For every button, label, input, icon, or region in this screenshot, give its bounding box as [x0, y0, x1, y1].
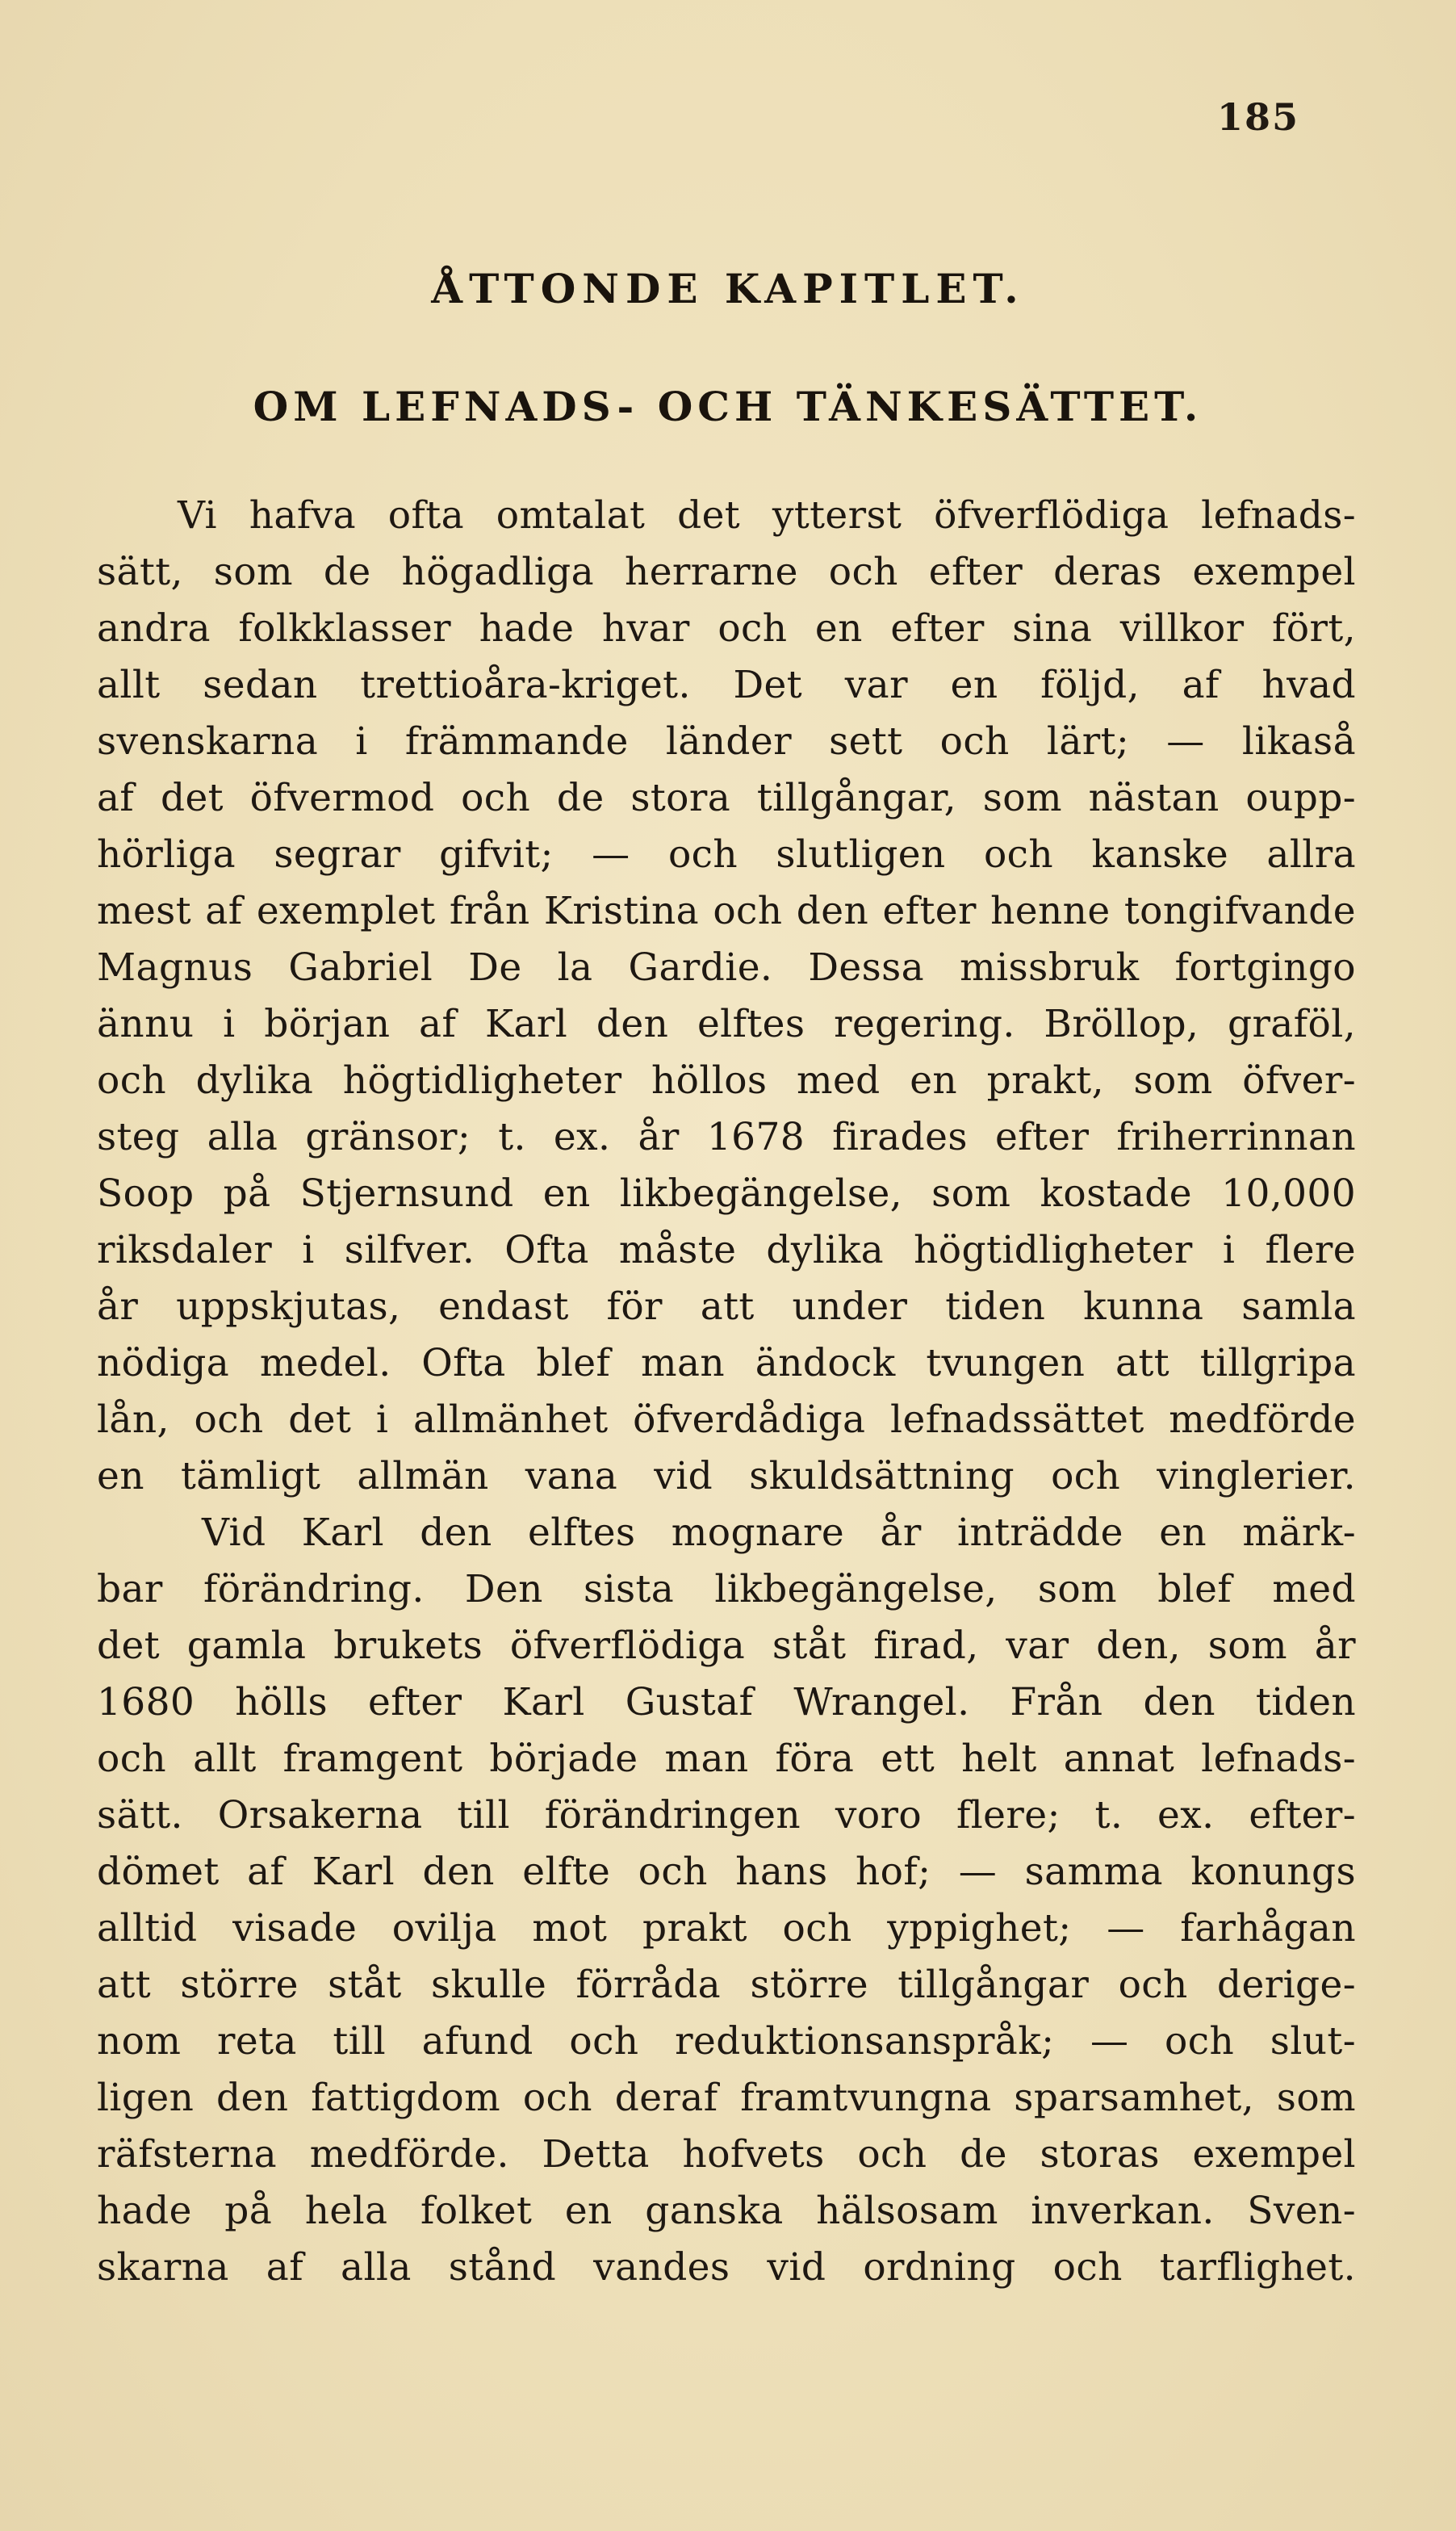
text-line: och allt framgent började man föra ett helt annat lefnads-	[97, 1737, 1356, 1781]
text-line: Vid Karl den elftes mognare år inträdde en märk-	[202, 1511, 1356, 1555]
text-line: dömet af Karl den elfte och hans hof; — samma konungs	[97, 1850, 1356, 1894]
text-line: räfsterna medförde. Detta hofvets och de storas exempel	[97, 2132, 1356, 2177]
text-line: lån, och det i allmänhet öfverdådiga lefnadssättet medförde	[97, 1397, 1356, 1442]
text-line: hörliga segrar gifvit; — och slutligen och kanske allra	[97, 832, 1356, 877]
text-line: alltid visade ovilja mot prakt och yppighet; — farhågan	[97, 1906, 1356, 1951]
text-line: mest af exemplet från Kristina och den efter henne tongifvande	[97, 889, 1356, 933]
text-line: Magnus Gabriel De la Gardie. Dessa missbruk fortgingo	[97, 945, 1356, 990]
text-line: nödiga medel. Ofta blef man ändock tvungen att tillgripa	[97, 1341, 1356, 1385]
page-number: 185	[1217, 95, 1300, 139]
text-line: det gamla brukets öfverflödiga ståt firad, var den, som år	[97, 1624, 1356, 1668]
chapter-title: ÅTTONDE KAPITLET.	[431, 265, 1025, 312]
text-line: riksdaler i silfver. Ofta måste dylika högtidligheter i flere	[97, 1228, 1356, 1272]
text-line: sätt. Orsakerna till förändringen voro flere; t. ex. efter-	[97, 1793, 1356, 1837]
text-line: svenskarna i främmande länder sett och lärt; — likaså	[97, 719, 1356, 764]
text-line: en tämligt allmän vana vid skuldsättning och vinglerier.	[97, 1454, 1356, 1498]
text-line: hade på hela folket en ganska hälsosam inverkan. Sven-	[97, 2189, 1356, 2233]
text-line: ännu i början af Karl den elftes regering. Bröllop, graföl,	[97, 1002, 1356, 1046]
text-line: Soop på Stjernsund en likbegängelse, som kostade 10,000	[97, 1171, 1356, 1216]
text-line: andra folkklasser hade hvar och en efter sina villkor fört,	[97, 606, 1356, 651]
text-line: skarna af alla stånd vandes vid ordning och tarflighet.	[97, 2245, 1356, 2290]
section-title: OM LEFNADS- OCH TÄNKESÄTTET.	[253, 383, 1203, 430]
text-line: af det öfvermod och de stora tillgångar, som nästan oupp-	[97, 776, 1356, 820]
text-line: ligen den fattigdom och deraf framtvungna sparsamhet, som	[97, 2076, 1356, 2120]
text-line: att större ståt skulle förråda större tillgångar och derige-	[97, 1963, 1356, 2007]
text-line: allt sedan trettioåra-kriget. Det var en följd, af hvad	[97, 663, 1356, 707]
text-line: och dylika högtidligheter höllos med en prakt, som öfver-	[97, 1058, 1356, 1103]
text-line: 1680 hölls efter Karl Gustaf Wrangel. Från den tiden	[97, 1680, 1356, 1724]
text-line: år uppskjutas, endast för att under tiden kunna samla	[97, 1284, 1356, 1329]
text-line: Vi hafva ofta omtalat det ytterst öfverflödiga lefnads-	[178, 493, 1356, 538]
text-line: sätt, som de högadliga herrarne och efter deras exempel	[97, 550, 1356, 594]
text-line: steg alla gränsor; t. ex. år 1678 firades efter friherrinnan	[97, 1115, 1356, 1159]
text-line: bar förändring. Den sista likbegängelse, som blef med	[97, 1567, 1356, 1611]
body-text	[97, 488, 1356, 2296]
text-line: nom reta till afund och reduktionsanspråk; — och slut-	[97, 2019, 1356, 2064]
